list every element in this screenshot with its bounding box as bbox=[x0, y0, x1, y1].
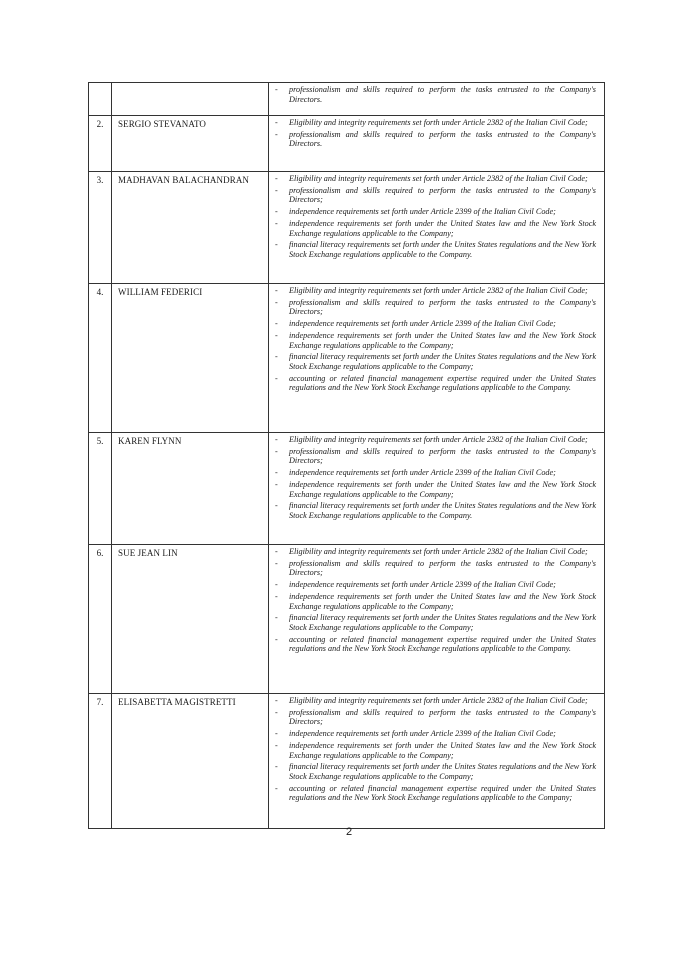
requirement-item: - independence requirements set forth under the United States law and the New York Stock Exchange regulations applicable to the Company; bbox=[289, 331, 596, 350]
requirements-list bbox=[269, 696, 596, 803]
requirements-list bbox=[269, 435, 596, 521]
table-row bbox=[89, 545, 605, 694]
requirement-item: - professionalism and skills required to perform the tasks entrusted to the Company's Directors; bbox=[289, 708, 596, 727]
requirement-item: - accounting or related financial management expertise required under the United States regulations and the New York Stock Exchange regulations applicable to the Company. bbox=[289, 635, 596, 654]
table-row bbox=[89, 172, 605, 284]
requirements-cell bbox=[269, 284, 605, 433]
requirement-item: - financial literacy requirements set forth under the Unites States regulations and the New York Stock Exchange regulations applicable to the Company; bbox=[289, 352, 596, 371]
table-row bbox=[89, 83, 605, 116]
requirement-item: - financial literacy requirements set forth under the Unites States regulations and the New York Stock Exchange regulations applicable to the Company. bbox=[289, 240, 596, 259]
requirement-item: - independence requirements set forth under Article 2399 of the Italian Civil Code; bbox=[289, 729, 596, 739]
requirement-item: - financial literacy requirements set forth under the Unites States regulations and the New York Stock Exchange regulations applicable to the Company; bbox=[289, 762, 596, 781]
requirements-list bbox=[269, 174, 596, 260]
table-row bbox=[89, 433, 605, 545]
director-name bbox=[112, 83, 269, 116]
row-number: 2. bbox=[89, 116, 112, 172]
requirements-list bbox=[269, 547, 596, 654]
table-row bbox=[89, 116, 605, 172]
requirement-item: - Eligibility and integrity requirements set forth under Article 2382 of the Italian Civil Code; bbox=[289, 435, 596, 445]
requirement-item: - Eligibility and integrity requirements set forth under Article 2382 of the Italian Civil Code; bbox=[289, 547, 596, 557]
row-number: 3. bbox=[89, 172, 112, 284]
requirement-item: - accounting or related financial management expertise required under the United States regulations and the New York Stock Exchange regulations applicable to the Company; bbox=[289, 784, 596, 803]
requirement-item: - Eligibility and integrity requirements set forth under Article 2382 of the Italian Civil Code; bbox=[289, 174, 596, 184]
director-name: WILLIAM FEDERICI bbox=[112, 284, 269, 433]
requirements-cell bbox=[269, 116, 605, 172]
row-number: 6. bbox=[89, 545, 112, 694]
page-number: 2 bbox=[345, 826, 353, 838]
requirement-item: - Eligibility and integrity requirements set forth under Article 2382 of the Italian Civil Code; bbox=[289, 696, 596, 706]
requirement-item: - Eligibility and integrity requirements set forth under Article 2382 of the Italian Civil Code; bbox=[289, 286, 596, 296]
requirement-item: - independence requirements set forth under the United States law and the New York Stock Exchange regulations applicable to the Company; bbox=[289, 480, 596, 499]
requirement-item: - accounting or related financial management expertise required under the United States regulations and the New York Stock Exchange regulations applicable to the Company. bbox=[289, 374, 596, 393]
requirement-item: - independence requirements set forth under the United States law and the New York Stock Exchange regulations applicable to the Company; bbox=[289, 592, 596, 611]
requirements-cell bbox=[269, 433, 605, 545]
requirement-item: - independence requirements set forth under Article 2399 of the Italian Civil Code; bbox=[289, 580, 596, 590]
requirement-item: - Eligibility and integrity requirements set forth under Article 2382 of the Italian Civil Code; bbox=[289, 118, 596, 128]
table-row bbox=[89, 694, 605, 829]
row-number: 5. bbox=[89, 433, 112, 545]
requirement-item: - independence requirements set forth under the United States law and the New York Stock Exchange regulations applicable to the Company; bbox=[289, 741, 596, 760]
table-body bbox=[89, 83, 605, 829]
requirement-item: - independence requirements set forth under Article 2399 of the Italian Civil Code; bbox=[289, 468, 596, 478]
row-number bbox=[89, 83, 112, 116]
director-name: ELISABETTA MAGISTRETTI bbox=[112, 694, 269, 829]
director-name: MADHAVAN BALACHANDRAN bbox=[112, 172, 269, 284]
requirements-cell bbox=[269, 83, 605, 116]
director-name: SUE JEAN LIN bbox=[112, 545, 269, 694]
requirements-list bbox=[269, 286, 596, 393]
director-name: SERGIO STEVANATO bbox=[112, 116, 269, 172]
requirement-item: - independence requirements set forth under the United States law and the New York Stock Exchange regulations applicable to the Company; bbox=[289, 219, 596, 238]
director-name: KAREN FLYNN bbox=[112, 433, 269, 545]
table-row bbox=[89, 284, 605, 433]
requirement-item: - professionalism and skills required to perform the tasks entrusted to the Company's Directors. bbox=[289, 85, 596, 104]
row-number: 7. bbox=[89, 694, 112, 829]
requirement-item: - professionalism and skills required to perform the tasks entrusted to the Company's Directors; bbox=[289, 559, 596, 578]
requirements-list bbox=[269, 85, 596, 104]
requirements-cell bbox=[269, 694, 605, 829]
requirement-item: - professionalism and skills required to perform the tasks entrusted to the Company's Directors; bbox=[289, 447, 596, 466]
requirement-item: - financial literacy requirements set forth under the Unites States regulations and the New York Stock Exchange regulations applicable to the Company. bbox=[289, 501, 596, 520]
requirement-item: - independence requirements set forth under Article 2399 of the Italian Civil Code; bbox=[289, 207, 596, 217]
director-requirements-table bbox=[88, 82, 605, 829]
requirement-item: - professionalism and skills required to perform the tasks entrusted to the Company's Directors; bbox=[289, 186, 596, 205]
requirement-item: - independence requirements set forth under Article 2399 of the Italian Civil Code; bbox=[289, 319, 596, 329]
requirements-list bbox=[269, 118, 596, 149]
row-number: 4. bbox=[89, 284, 112, 433]
requirement-item: - professionalism and skills required to perform the tasks entrusted to the Company's Directors; bbox=[289, 298, 596, 317]
requirement-item: - professionalism and skills required to perform the tasks entrusted to the Company's Directors. bbox=[289, 130, 596, 149]
requirement-item: - financial literacy requirements set forth under the Unites States regulations and the New York Stock Exchange regulations applicable to the Company; bbox=[289, 613, 596, 632]
requirements-cell bbox=[269, 545, 605, 694]
requirements-cell bbox=[269, 172, 605, 284]
